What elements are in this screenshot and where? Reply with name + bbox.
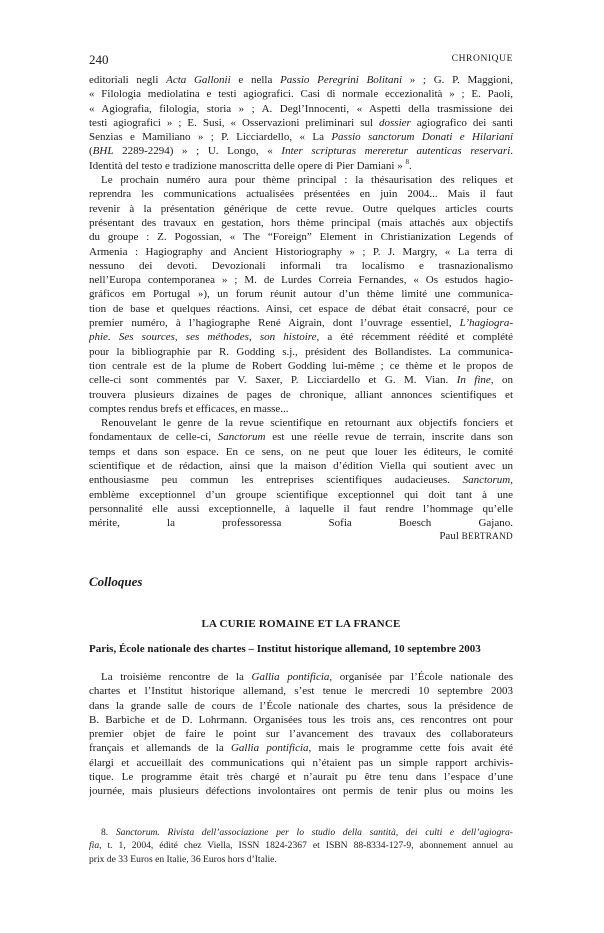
text-line: trouvera plusieurs dizaines de pages de chronique, alliant annonces scientifiques et: [89, 388, 513, 401]
page-header: [89, 52, 513, 68]
text-line: tique. Le programme était très chargé et n’aurait pu être tenu dans l’espace d’une: [89, 771, 513, 784]
text-line: mérite, la professoressa Sofia Boesch Gajano.: [89, 517, 513, 530]
signature-first-name: Paul: [439, 530, 459, 542]
footnote-line: prix de 33 Euros en Italie, 36 Euros hors d’Italie.: [89, 853, 277, 865]
text-line: temps et dans son espace. En ce sens, on ne peut que louer les éditeurs, le comité: [89, 445, 513, 458]
text-line: Armenia : Hagiography and Ancient Historiography » ; P. J. Margry, « La terra di: [89, 245, 513, 258]
text-line: Le prochain numéro aura pour thème principal : la thésaurisation des reliques et: [101, 174, 513, 187]
text-line: « Filologia mediolatina e testi agiografici. Casi di normale eccezionalità » ; E. Paoli,: [89, 88, 513, 101]
text-line: testi agiografici » ; E. Susi, « Osservazioni preliminari sul dossier agiografico dei santi: [89, 116, 513, 129]
footnote-line: fia, t. 1, 2004, édité chez Viella, ISSN 1824-2367 et ISBN 88-8334-127-9, abonnement annuel au: [89, 840, 513, 852]
text-line: La troisième rencontre de la Gallia pontificia, organisée par l’École nationale des: [101, 671, 513, 683]
text-line: du groupe : Z. Pogossian, « The “Foreign” Element in Christianization Legends of: [89, 231, 513, 244]
text-line: phie. Ses sources, ses méthodes, son histoire, a été récemment réédité et complété: [89, 331, 513, 344]
text-line: gráficos em Portugal »), un forum réunit autour d’un thème limité une communica-: [89, 288, 513, 301]
text-line: présentant des travaux en gestation, hors thème principal (mais attachés aux objectifs: [89, 216, 513, 229]
text-line: B. Barbiche et de D. Lohrmann. Organisées tous les trois ans, ces rencontres ont pour: [89, 713, 513, 726]
text-line: scientifique et de rédaction, ainsi que la maison d’édition Viella qui soutient avec un: [89, 460, 513, 473]
text-line: reprendra les communications actualisées présentées en juin 2004... Mais il faut: [89, 188, 513, 201]
colloque-title: LA CURIE ROMAINE ET LA FRANCE: [201, 618, 401, 630]
signature: [439, 530, 513, 542]
text-line: nell’Europa contemporanea » ; M. de Lurdes Correia Fernandes, « Os estudos hagio-: [89, 274, 513, 287]
text-line: pour la bibliographie par R. Godding s.j., président des Bollandistes. La communica-: [89, 345, 513, 358]
text-line: tion centrale est de la plume de Robert Godding lui-même ; ce thème et le propos de: [89, 359, 513, 372]
text-line: personnalité elle aussi exceptionnelle, à laquelle il faut rendre l’hommage qu’elle: [89, 502, 513, 515]
text-line: Renouvelant le genre de la revue scientifique en retournant aux objectifs fonciers et: [101, 417, 513, 430]
text-line: emblème exceptionnel d’un groupe scientifique exceptionnel qui doit tant à une: [89, 488, 513, 501]
signature-last-name: BERTRAND: [461, 531, 513, 541]
footnote-line: 8. Sanctorum. Rivista dell’associazione per lo studio della santità, dei culti e dell’agiogra-: [101, 827, 513, 838]
text-line: chartes et l’Institut historique allemand, s’est tenue le mercredi 10 septembre 2003: [89, 685, 513, 698]
text-line: élargi et accueillait des communications qui n’étaient pas un simple rapport archivis-: [89, 756, 513, 769]
article-body: [89, 73, 513, 531]
text-line: celle-ci sont commentés par V. Saxer, P. Licciardello et G. M. Vian. In fine, on: [89, 374, 513, 387]
text-line: editoriali negli Acta Gallonii e nella Passio Peregrini Bolitani » ; G. P. Maggioni,: [89, 74, 513, 86]
text-line: comptes rendus brefs et efficaces, en masse...: [89, 402, 289, 415]
section-title: Colloques: [89, 574, 143, 589]
text-line: (BHL 2289-2294) » ; U. Longo, « Inter scripturas mereretur autenticas reservari.: [89, 145, 513, 158]
page-number: 240: [89, 52, 109, 67]
text-line: Identità del testo e tradizione manoscritta delle opere di Pier Damiani » $^8$.: [89, 158, 412, 172]
text-line: premier numéro, à l’hagiographe René Aigrain, dont l’ouvrage essentiel, L’hagiogra-: [89, 317, 513, 330]
footnote: [89, 826, 513, 866]
colloque-subtitle: Paris, École nationale des chartes – Institut historique allemand, 10 septembre 2003: [89, 643, 481, 655]
text-line: nessuno dei devoti. Devozionali informali tra localismo e trasnazionalismo: [89, 259, 513, 272]
text-line: français et allemands de la Gallia pontificia, mais le programme cette fois avait été: [89, 742, 513, 755]
running-title: CHRONIQUE: [451, 54, 513, 64]
text-line: journée, mais plusieurs défections involontaires ont permis de tenir plus ou moins les: [89, 785, 513, 798]
text-line: revenir à la présentation générique de cette revue. Outre quelques articles courts: [89, 202, 513, 215]
colloque-body: [89, 670, 513, 799]
text-line: dans la grande salle de cours de l’École nationale des chartes, sous la présidence de: [89, 699, 513, 712]
text-line: premier objet de faire le point sur l’avancement des travaux des collaborateurs: [89, 728, 513, 741]
text-line: enthousiasme peu commun les entreprises scientifiques audacieuses. Sanctorum,: [89, 474, 513, 487]
text-line: Senzias e Mamiliano » ; P. Licciardello, « La Passio sanctorum Donati e Hilariani: [89, 131, 513, 144]
text-line: tion de base et quelques réactions. Ainsi, cet espace de débat était consacré, pour ce: [89, 302, 513, 315]
text-line: fondamentaux de celle-ci, Sanctorum est une réelle revue de terrain, inscrite dans son: [89, 431, 513, 444]
text-line: « Agiografia, filologia, storia » ; A. Degl’Innocenti, « Aspetti della trasmissione dei: [89, 102, 513, 115]
